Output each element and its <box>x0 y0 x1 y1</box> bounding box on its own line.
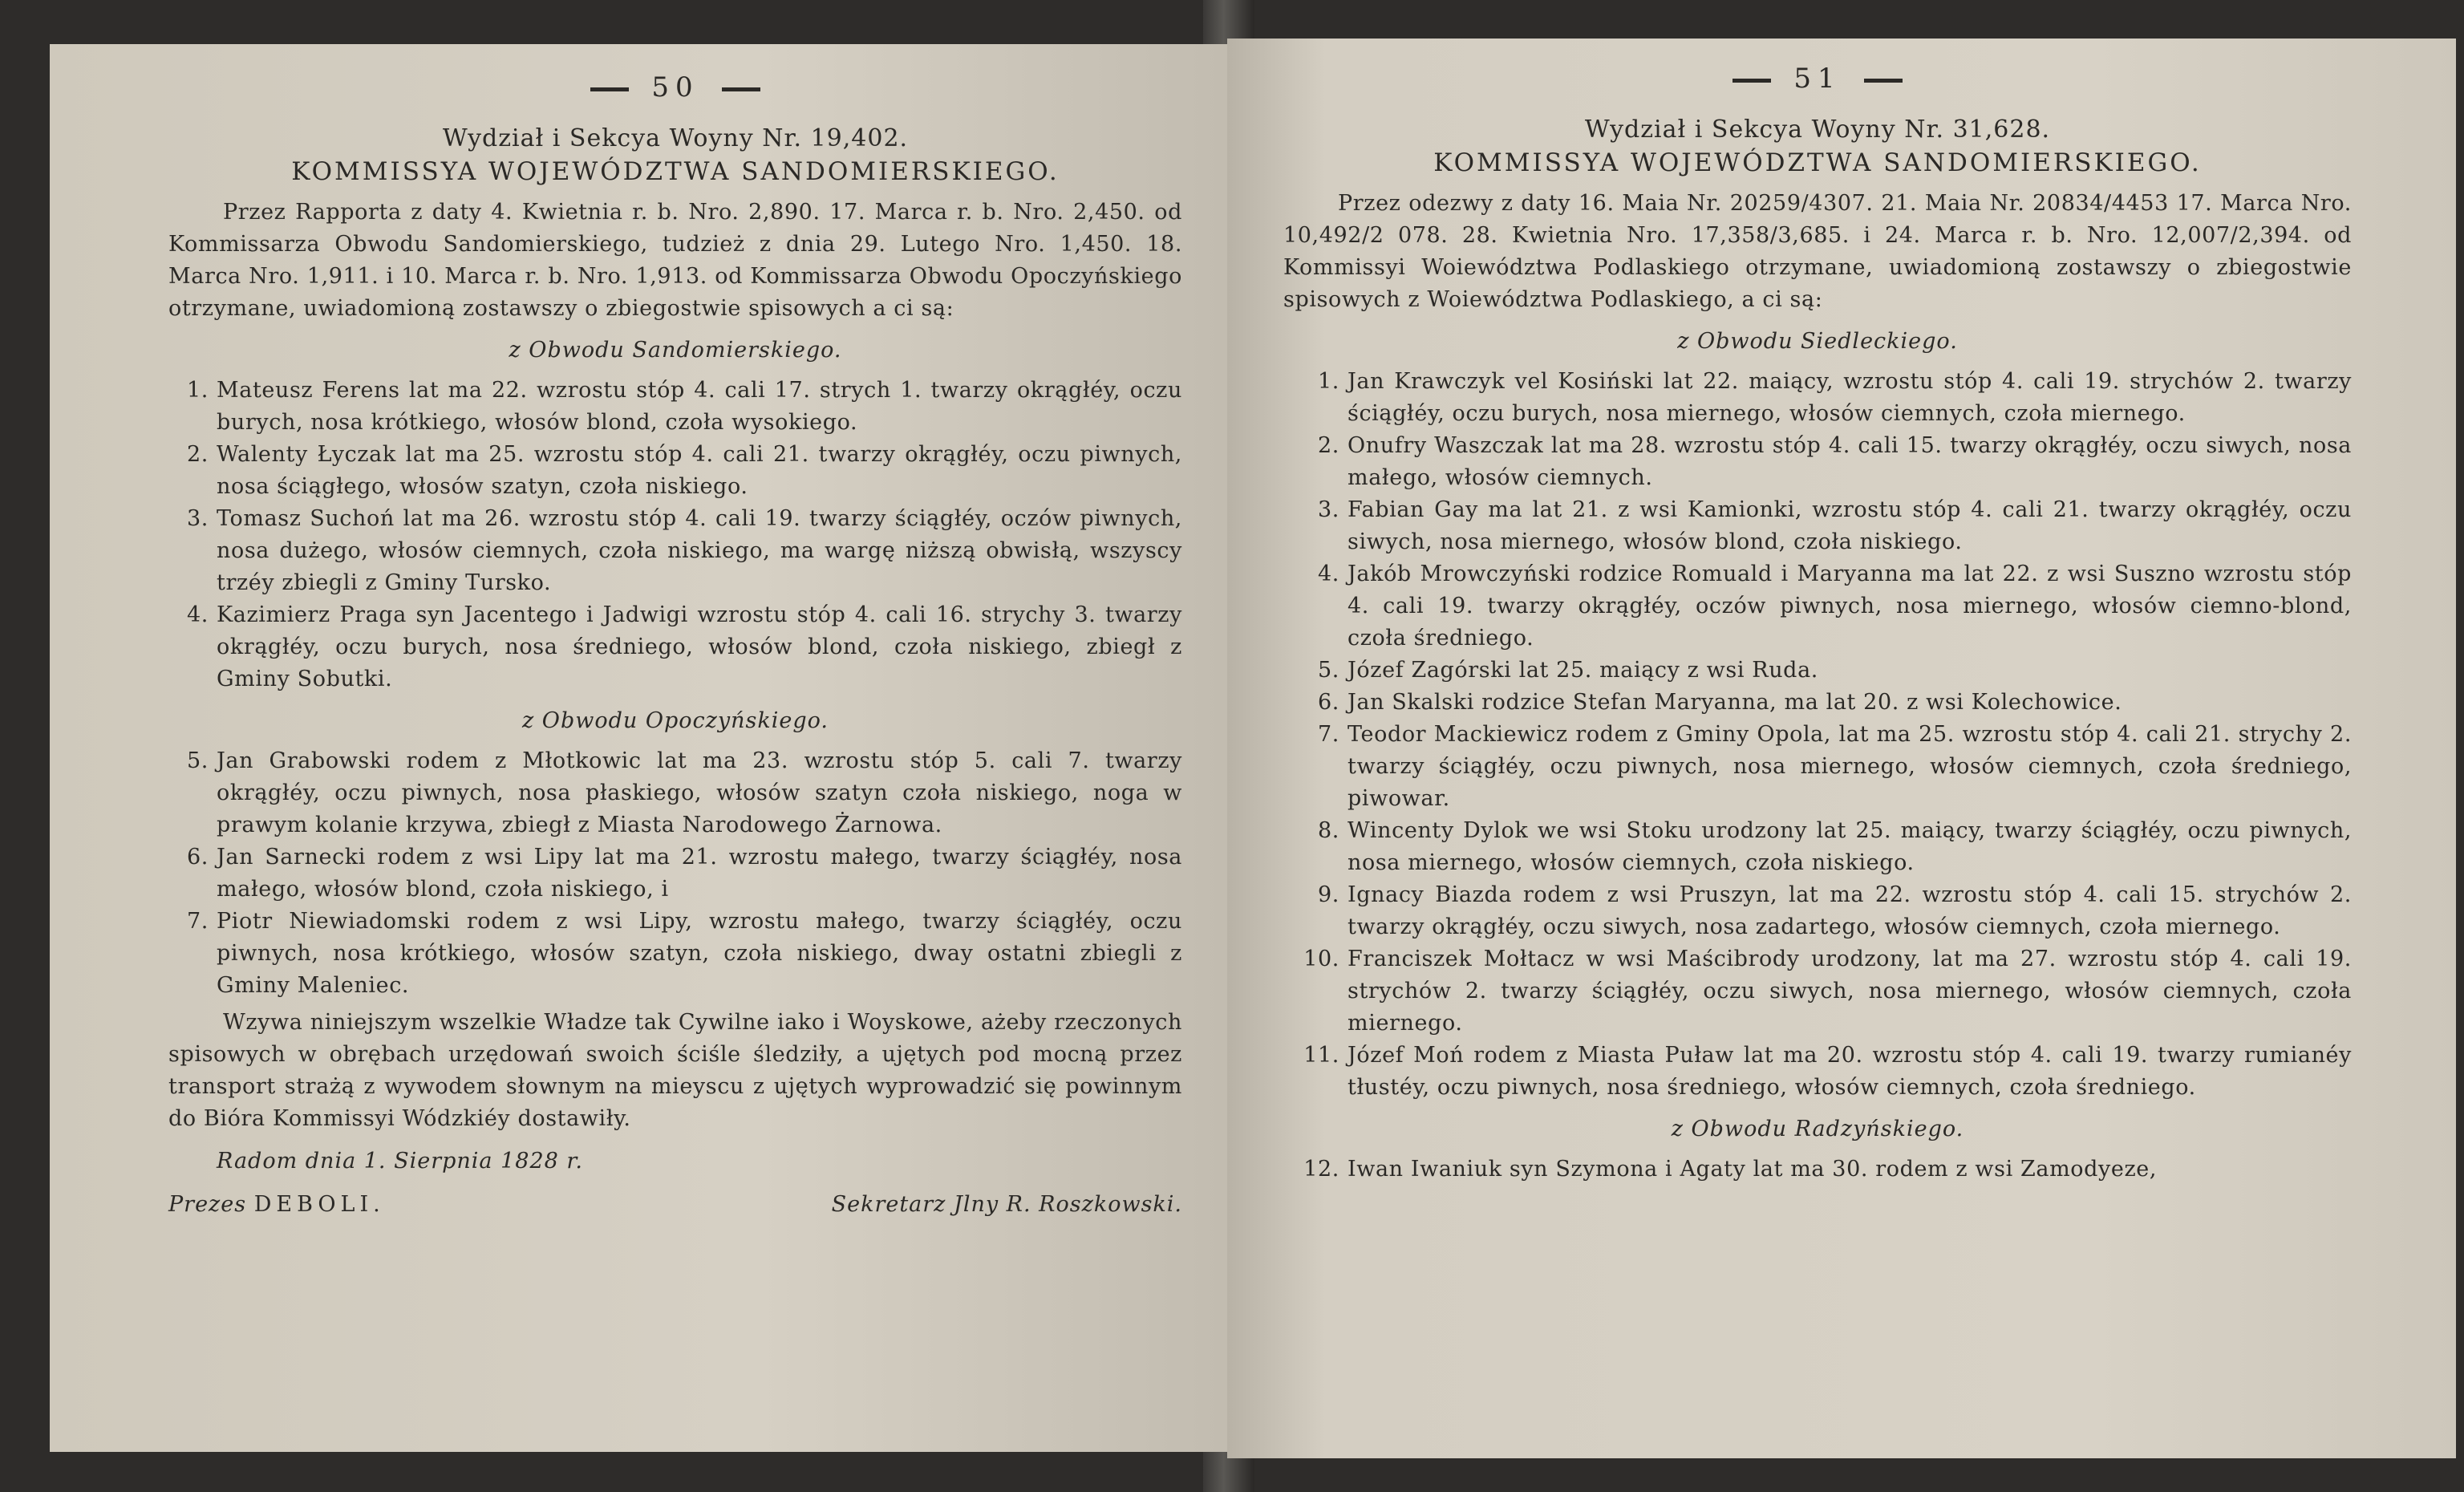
entry-number: 9. <box>1318 882 1339 907</box>
list-item <box>168 599 1182 695</box>
entry-number: 2. <box>1318 433 1339 458</box>
left-page <box>50 44 1227 1452</box>
entry-list <box>1283 1153 2352 1186</box>
section-heading: z Obwodu Opoczyńskiego. <box>522 708 829 733</box>
entry-text: Teodor Mackiewicz rodem z Gminy Opola, lat ma 25. wzrostu stóp 4. cali 21. strychy 2. twarzy ściągłéy, oczu piwnych, nosa miernego, włosów ciemnych, czoła średniego, piwowar. <box>1348 722 2352 811</box>
entry-number: 2. <box>187 442 209 467</box>
list-item <box>1283 1153 2352 1186</box>
entry-text: Józef Zagórski lat 25. maiący z wsi Ruda. <box>1348 658 1818 683</box>
department-header: Wydział i Sekcya Woyny Nr. 19,402. <box>442 124 909 152</box>
entry-number: 7. <box>1318 722 1339 747</box>
entry-list <box>168 375 1182 695</box>
list-item <box>168 906 1182 1002</box>
list-item <box>1283 655 2352 687</box>
list-item <box>1283 1040 2352 1104</box>
list-item <box>1283 366 2352 430</box>
department-header: Wydział i Sekcya Woyny Nr. 31,628. <box>1584 116 2051 144</box>
page-number: 50 <box>168 71 1182 103</box>
entry-number: 1. <box>1318 369 1339 394</box>
entry-number: 3. <box>1318 497 1339 522</box>
right-page <box>1227 39 2456 1458</box>
list-item <box>1283 943 2352 1040</box>
entry-number: 7. <box>187 909 209 934</box>
list-item <box>1283 687 2352 719</box>
entry-text: Józef Moń rodem z Miasta Puław lat ma 20. wzrostu stóp 4. cali 19. twarzy rumianéy tłustéy, oczu piwnych, nosa średniego, włosów ciemnych, czoła średniego. <box>1348 1043 2352 1100</box>
list-item <box>1283 558 2352 655</box>
entry-text: Kazimierz Praga syn Jacentego i Jadwigi wzrostu stóp 4. cali 16. strychy 3. twarzy okrągłéy, oczu burych, nosa średniego, włosów blond, czoła niskiego, zbiegł z Gminy Sobutki. <box>217 602 1182 691</box>
entry-list <box>168 745 1182 1002</box>
page-number: 51 <box>1283 63 2352 95</box>
entry-text: Wincenty Dylok we wsi Stoku urodzony lat 25. maiący, twarzy ściągłéy, oczu piwnych, nosa miernego, włosów ciemnych, czoła niskiego. <box>1348 818 2352 875</box>
commission-header: KOMMISSYA WOJEWÓDZTWA SANDOMIERSKIEGO. <box>1433 148 2202 177</box>
entry-text: Jakób Mrowczyński rodzice Romuald i Maryanna ma lat 22. z wsi Suszno wzrostu stóp 4. cali 19. twarzy okrągłéy, oczów piwnych, nosa miernego, włosów ciemno-blond, czoła średniego. <box>1348 562 2352 651</box>
president-signature: Prezes DEBOLI. <box>168 1192 385 1217</box>
signatures <box>168 1186 1182 1223</box>
entry-text: Mateusz Ferens lat ma 22. wzrostu stóp 4. cali 17. strych 1. twarzy okrągłéy, oczu burych, nosa krótkiego, włosów blond, czoła wysokiego. <box>217 378 1182 435</box>
entry-text: Jan Krawczyk vel Kosiński lat 22. maiący, wzrostu stóp 4. cali 19. strychów 2. twarzy ściągłéy, oczu burych, nosa miernego, włosów ciemnych, czoła miernego. <box>1348 369 2352 426</box>
entry-text: Jan Skalski rodzice Stefan Maryanna, ma lat 20. z wsi Kolechowice. <box>1348 690 2122 715</box>
list-item <box>168 503 1182 599</box>
entry-number: 8. <box>1318 818 1339 843</box>
list-item <box>168 745 1182 841</box>
entry-number: 5. <box>1318 658 1339 683</box>
entry-number: 1. <box>187 378 209 403</box>
entry-text: Franciszek Mołtacz w wsi Maścibrody urodzony, lat ma 27. wzrostu stóp 4. cali 19. strychów 2. twarzy ściągłéy, oczu siwych, nosa miernego, włosów ciemnych, czoła miernego. <box>1348 947 2352 1036</box>
list-item <box>1283 879 2352 943</box>
section-heading: z Obwodu Sandomierskiego. <box>509 338 842 363</box>
entry-number: 6. <box>187 845 209 870</box>
entry-number: 4. <box>1318 562 1339 586</box>
entry-text: Piotr Niewiadomski rodem z wsi Lipy, wzrostu małego, twarzy ściągłéy, oczu piwnych, nosa krótkiego, włosów szatyn, czoła niskiego, dway ostatni zbiegli z Gminy Maleniec. <box>217 909 1182 998</box>
section-heading: z Obwodu Siedleckiego. <box>1677 329 1958 354</box>
entry-number: 12. <box>1303 1157 1339 1182</box>
date-line: Radom dnia 1. Sierpnia 1828 r. <box>217 1149 583 1174</box>
entry-text: Walenty Łyczak lat ma 25. wzrostu stóp 4. cali 21. twarzy okrągłéy, oczu piwnych, nosa ściągłego, włosów szatyn, czoła niskiego. <box>217 442 1182 499</box>
entry-text: Ignacy Biazda rodem z wsi Pruszyn, lat ma 22. wzrostu stóp 4. cali 15. strychów 2. twarzy okrągłéy, oczu siwych, nosa zadartego, włosów ciemnych, czoła miernego. <box>1348 882 2352 939</box>
entry-number: 4. <box>187 602 209 627</box>
entry-number: 11. <box>1303 1043 1339 1068</box>
entry-number: 3. <box>187 506 209 531</box>
entry-number: 6. <box>1318 690 1339 715</box>
list-item <box>1283 815 2352 879</box>
intro-paragraph: Przez Rapporta z daty 4. Kwietnia r. b. Nro. 2,890. 17. Marca r. b. Nro. 2,450. od Kommissarza Obwodu Sandomierskiego, tudzież z dnia 29. Lutego Nro. 1,450. 18. Marca Nro. 1,911. i 10. Marca r. b. Nro. 1,913. od Kommissarza Obwodu Opoczyńskiego otrzymane, uwiadomioną zostawszy o zbiegostwie spisowych a ci są: <box>168 200 1182 321</box>
entry-text: Onufry Waszczak lat ma 28. wzrostu stóp 4. cali 15. twarzy okrągłéy, oczu siwych, nosa małego, włosów ciemnych. <box>1348 433 2352 490</box>
entry-list <box>1283 366 2352 1104</box>
entry-text: Jan Grabowski rodem z Młotkowic lat ma 23. wzrostu stóp 5. cali 7. twarzy okrągłéy, oczu piwnych, nosa płaskiego, włosów szatyn czoła niskiego, noga w prawym kolanie krzywa, zbiegł z Miasta Narodowego Żarnowa. <box>217 748 1182 837</box>
list-item <box>1283 430 2352 494</box>
section-heading: z Obwodu Radzyńskiego. <box>1671 1117 1964 1141</box>
closing-paragraph: Wzywa niniejszym wszelkie Władze tak Cywilne iako i Woyskowe, ażeby rzeczonych spisowych w obrębach urzędowań swoich ściśle śledziły, a ujętych pod mocną przez transport strażą z wywodem słownym na mieyscu z ujętych wyprowadzić się powinnym do Bióra Kommissyi Wódzkiéy dostawiły. <box>168 1010 1182 1131</box>
list-item <box>168 841 1182 906</box>
secretary-signature: Sekretarz Jlny R. Roszkowski. <box>831 1192 1182 1217</box>
entry-text: Jan Sarnecki rodem z wsi Lipy lat ma 21. wzrostu małego, twarzy ściągłéy, nosa małego, włosów blond, czoła niskiego, i <box>217 845 1182 902</box>
list-item <box>168 439 1182 503</box>
entry-number: 10. <box>1303 947 1339 971</box>
entry-text: Fabian Gay ma lat 21. z wsi Kamionki, wzrostu stóp 4. cali 21. twarzy okrągłéy, oczu siwych, nosa miernego, włosów blond, czoła niskiego. <box>1348 497 2352 554</box>
list-item <box>1283 494 2352 558</box>
commission-header: KOMMISSYA WOJEWÓDZTWA SANDOMIERSKIEGO. <box>291 157 1060 186</box>
list-item <box>168 375 1182 439</box>
list-item <box>1283 719 2352 815</box>
intro-paragraph: Przez odezwy z daty 16. Maia Nr. 20259/4307. 21. Maia Nr. 20834/4453 17. Marca Nro. 10,492/2 078. 28. Kwietnia Nro. 17,358/3,685. i 24. Marca r. b. Nro. 12,007/2,394. od Kommissyi Woiewództwa Podlaskiego otrzymane, uwiadomioną zostawszy o zbiegostwie spisowych z Woiewództwa Podlaskiego, a ci są: <box>1283 191 2352 312</box>
entry-text: Tomasz Suchoń lat ma 26. wzrostu stóp 4. cali 19. twarzy ściągłéy, oczów piwnych, nosa dużego, włosów ciemnych, czoła niskiego, ma wargę niższą obwisłą, wszyscy trzéy zbiegli z Gminy Tursko. <box>217 506 1182 595</box>
entry-number: 5. <box>187 748 209 773</box>
entry-text: Iwan Iwaniuk syn Szymona i Agaty lat ma 30. rodem z wsi Zamodyeze, <box>1348 1157 2158 1182</box>
